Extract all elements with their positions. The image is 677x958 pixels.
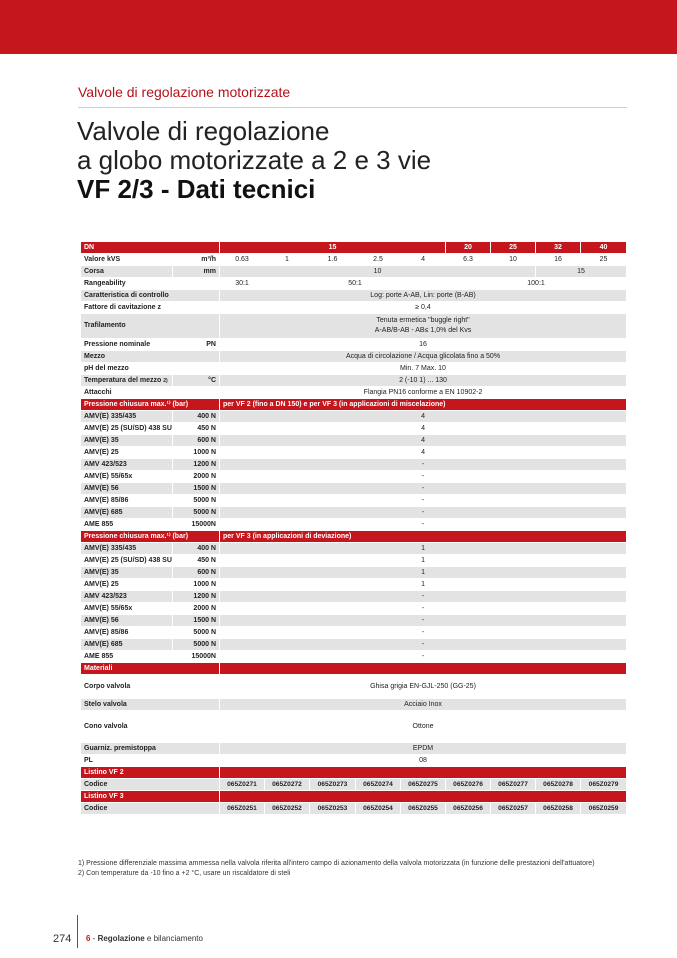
table-row xyxy=(81,579,627,591)
row-label: Corpo valvola xyxy=(81,675,220,699)
kvs-value: 4 xyxy=(401,254,446,266)
product-code: 065Z0256 xyxy=(446,803,491,815)
section-description: per VF 2 (fino a DN 150) e per VF 3 (in applicazioni di miscelazione) xyxy=(220,399,627,411)
section-heading: Valvole di regolazione motorizzate xyxy=(78,84,291,100)
row-value: 4 xyxy=(220,435,627,447)
table-row xyxy=(81,363,627,375)
row-value: - xyxy=(220,507,627,519)
row-value: - xyxy=(220,471,627,483)
table-row xyxy=(81,339,627,351)
row-label: AMV(E) 25 xyxy=(81,447,173,459)
row-value: - xyxy=(220,459,627,471)
table-row xyxy=(81,399,627,411)
table-row xyxy=(81,314,627,339)
row-label: AMV(E) 55/65x xyxy=(81,603,173,615)
row-label: Trafilamento xyxy=(81,314,220,339)
row-label: Listino VF 2 xyxy=(81,767,220,779)
kvs-value: 0.63 xyxy=(220,254,265,266)
product-code: 065Z0274 xyxy=(356,779,401,791)
row-value: 4 xyxy=(220,411,627,423)
footer-chapter xyxy=(86,934,203,943)
row-unit: 1500 N xyxy=(173,615,220,627)
row-value: 15 xyxy=(536,266,627,278)
row-value: Ghisa grigia EN-GJL-250 (GG-25) xyxy=(220,675,627,699)
row-label: Codice xyxy=(81,779,220,791)
row-value: 30:1 xyxy=(220,278,265,290)
row-unit: 2000 N xyxy=(173,471,220,483)
footer-divider xyxy=(77,915,78,948)
row-value: ≥ 0,4 xyxy=(220,302,627,314)
row-label: AMV(E) 85/86 xyxy=(81,627,173,639)
table-row xyxy=(81,387,627,399)
footnotes xyxy=(78,859,595,879)
row-unit: 5000 N xyxy=(173,507,220,519)
row-value: 4 xyxy=(220,447,627,459)
page-number: 274 xyxy=(53,933,72,945)
row-value: 1 xyxy=(220,555,627,567)
product-code: 065Z0277 xyxy=(491,779,536,791)
row-label: Fattore di cavitazione z xyxy=(81,302,220,314)
row-value: 1 xyxy=(220,579,627,591)
row-label: AMV(E) 25 (SU/SD) 438 SU xyxy=(81,555,173,567)
product-code: 065Z0279 xyxy=(581,779,627,791)
row-value: Log: porte A-AB, Lin: porte (B-AB) xyxy=(220,290,627,302)
leak-line-2: A-AB/B-AB - AB≤ 1,0% del Kvs xyxy=(374,327,472,334)
row-value: 1 xyxy=(220,567,627,579)
product-code: 065Z0271 xyxy=(220,779,265,791)
product-code: 065Z0253 xyxy=(310,803,356,815)
row-unit: 1200 N xyxy=(173,459,220,471)
row-value: - xyxy=(220,591,627,603)
row-label: AMV(E) 85/86 xyxy=(81,495,173,507)
row-unit: 600 N xyxy=(173,435,220,447)
table-row xyxy=(81,639,627,651)
row-value: Min. 7 Max. 10 xyxy=(220,363,627,375)
table-body xyxy=(81,242,627,815)
row-label: Pressione nominale xyxy=(81,339,173,351)
table-row xyxy=(81,495,627,507)
section-description: per VF 3 (in applicazioni di deviazione) xyxy=(220,531,627,543)
row-unit: 15000N xyxy=(173,651,220,663)
row-value: Acqua di circolazione / Acqua glicolata fino a 50% xyxy=(220,351,627,363)
table-row xyxy=(81,483,627,495)
table-row xyxy=(81,555,627,567)
table-row xyxy=(81,755,627,767)
row-unit: 2000 N xyxy=(173,603,220,615)
row-value: 10 xyxy=(220,266,536,278)
kvs-value: 1 xyxy=(265,254,310,266)
row-label: AMV(E) 685 xyxy=(81,507,173,519)
row-label: Pressione chiusura max.¹⁾ (bar) xyxy=(81,531,220,543)
table-row xyxy=(81,459,627,471)
table-row xyxy=(81,351,627,363)
row-unit: mm xyxy=(173,266,220,278)
row-unit: 450 N xyxy=(173,423,220,435)
row-unit: 600 N xyxy=(173,567,220,579)
table-row xyxy=(81,435,627,447)
row-label: AMV(E) 35 xyxy=(81,435,173,447)
row-label: DN xyxy=(81,242,220,254)
row-unit: 450 N xyxy=(173,555,220,567)
dn-15: 15 xyxy=(220,242,446,254)
row-value: - xyxy=(220,627,627,639)
row-value: 16 xyxy=(220,339,627,351)
table-row xyxy=(81,471,627,483)
row-label: Caratteristica di controllo xyxy=(81,290,220,302)
table-row xyxy=(81,803,627,815)
row-label: AMV(E) 25 xyxy=(81,579,173,591)
row-unit: 1000 N xyxy=(173,447,220,459)
table-row xyxy=(81,447,627,459)
row-unit: 5000 N xyxy=(173,639,220,651)
product-code: 065Z0251 xyxy=(220,803,265,815)
row-value: Flangia PN16 conforme a EN 10902-2 xyxy=(220,387,627,399)
table-row xyxy=(81,615,627,627)
kvs-value: 16 xyxy=(536,254,581,266)
product-code: 065Z0258 xyxy=(536,803,581,815)
table-row xyxy=(81,663,627,675)
row-unit: 400 N xyxy=(173,411,220,423)
row-value: 08 xyxy=(220,755,627,767)
table-row xyxy=(81,651,627,663)
row-label: AMV 423/523 xyxy=(81,459,173,471)
row-label: AMV(E) 56 xyxy=(81,615,173,627)
product-code: 065Z0255 xyxy=(401,803,446,815)
row-label: AME 855 xyxy=(81,519,173,531)
row-unit: 15000N xyxy=(173,519,220,531)
table-row xyxy=(81,591,627,603)
row-label: AMV(E) 55/65x xyxy=(81,471,173,483)
table-row xyxy=(81,242,627,254)
leak-line-1: Tenuta ermetica "buggle right" xyxy=(376,317,470,324)
product-code: 065Z0273 xyxy=(310,779,356,791)
row-label: AMV(E) 35 xyxy=(81,567,173,579)
table-row xyxy=(81,675,627,699)
technical-data-table xyxy=(80,241,627,815)
row-label: Rangeability xyxy=(81,278,220,290)
row-value: 100:1 xyxy=(446,278,627,290)
table-row xyxy=(81,779,627,791)
product-code: 065Z0278 xyxy=(536,779,581,791)
row-label: Guarniz. premistoppa xyxy=(81,743,220,755)
table-row xyxy=(81,531,627,543)
top-color-bar xyxy=(0,0,677,54)
row-label: Materiali xyxy=(81,663,220,675)
table-row xyxy=(81,603,627,615)
chapter-rest: e bilanciamento xyxy=(144,934,203,943)
table-row xyxy=(81,791,627,803)
kvs-value: 25 xyxy=(581,254,627,266)
product-code: 065Z0272 xyxy=(265,779,310,791)
row-label: AMV(E) 56 xyxy=(81,483,173,495)
row-label xyxy=(81,375,173,387)
temp-note: 2) xyxy=(163,377,168,384)
table-row xyxy=(81,743,627,755)
row-label: Listino VF 3 xyxy=(81,791,220,803)
row-label: Attacchi xyxy=(81,387,220,399)
row-value: - xyxy=(220,519,627,531)
row-unit: m³/h xyxy=(173,254,220,266)
chapter-number: 6 xyxy=(86,934,91,943)
row-value: - xyxy=(220,483,627,495)
row-value: 4 xyxy=(220,423,627,435)
table-row xyxy=(81,302,627,314)
row-label: AMV(E) 335/435 xyxy=(81,411,173,423)
dn-40: 40 xyxy=(581,242,627,254)
row-label: AMV 423/523 xyxy=(81,591,173,603)
title-line-2: a globo motorizzate a 2 e 3 vie xyxy=(77,145,432,175)
table-row xyxy=(81,423,627,435)
table-row xyxy=(81,543,627,555)
row-label: PL xyxy=(81,755,220,767)
dn-32: 32 xyxy=(536,242,581,254)
product-code: 065Z0254 xyxy=(356,803,401,815)
row-label: Codice xyxy=(81,803,220,815)
table-row xyxy=(81,519,627,531)
row-label: AMV(E) 685 xyxy=(81,639,173,651)
row-unit: 5000 N xyxy=(173,627,220,639)
row-value: - xyxy=(220,603,627,615)
table-row xyxy=(81,278,627,290)
footnote-1: 1) Pressione differenziale massima ammessa nella valvola riferita all'intero campo di azionamento della valvola motorizzata (in funzione delle prestazioni dell'attuatore) xyxy=(78,860,595,867)
row-label: pH del mezzo xyxy=(81,363,220,375)
kvs-value: 6.3 xyxy=(446,254,491,266)
dn-25: 25 xyxy=(491,242,536,254)
page-title xyxy=(77,117,431,204)
table-row xyxy=(81,567,627,579)
row-label: Cono valvola xyxy=(81,711,220,743)
row-unit: 400 N xyxy=(173,543,220,555)
row-value: Ottone xyxy=(220,711,627,743)
row-label: Stelo valvola xyxy=(81,699,220,711)
chapter-bold: Regolazione xyxy=(97,934,145,943)
kvs-value: 10 xyxy=(491,254,536,266)
table-row xyxy=(81,375,627,387)
row-value: - xyxy=(220,495,627,507)
row-value: Acciaio Inox xyxy=(220,699,627,711)
row-unit: 1500 N xyxy=(173,483,220,495)
row-value: - xyxy=(220,639,627,651)
row-unit: °C xyxy=(173,375,220,387)
row-value: EPDM xyxy=(220,743,627,755)
kvs-value: 1.6 xyxy=(310,254,356,266)
table-row xyxy=(81,507,627,519)
row-unit: 5000 N xyxy=(173,495,220,507)
table-row xyxy=(81,627,627,639)
row-value xyxy=(220,314,627,339)
row-unit: 1000 N xyxy=(173,579,220,591)
product-code: 065Z0252 xyxy=(265,803,310,815)
row-label: Pressione chiusura max.¹⁾ (bar) xyxy=(81,399,220,411)
chapter-sep: - xyxy=(90,934,98,943)
title-line-1: Valvole di regolazione xyxy=(77,116,330,146)
table-row xyxy=(81,767,627,779)
table-row xyxy=(81,266,627,278)
row-label: AMV(E) 335/435 xyxy=(81,543,173,555)
temp-label: Temperatura del mezzo xyxy=(84,376,162,384)
product-code: 065Z0259 xyxy=(581,803,627,815)
table-row xyxy=(81,254,627,266)
product-code: 065Z0275 xyxy=(401,779,446,791)
product-code: 065Z0257 xyxy=(491,803,536,815)
row-label: AMV(E) 25 (SU/SD) 438 SU xyxy=(81,423,173,435)
heading-divider xyxy=(78,107,627,108)
row-label: Mezzo xyxy=(81,351,220,363)
dn-20: 20 xyxy=(446,242,491,254)
row-value: - xyxy=(220,615,627,627)
table-row xyxy=(81,711,627,743)
table-row xyxy=(81,699,627,711)
table-row xyxy=(81,411,627,423)
row-value: 1 xyxy=(220,543,627,555)
row-unit: 1200 N xyxy=(173,591,220,603)
row-label: AME 855 xyxy=(81,651,173,663)
row-unit: PN xyxy=(173,339,220,351)
row-value: 2 (-10 1) ... 130 xyxy=(220,375,627,387)
table-row xyxy=(81,290,627,302)
row-label: Valore kVS xyxy=(81,254,173,266)
row-value: - xyxy=(220,651,627,663)
product-code: 065Z0276 xyxy=(446,779,491,791)
kvs-value: 2.5 xyxy=(356,254,401,266)
title-bold: VF 2/3 - Dati tecnici xyxy=(77,174,316,204)
row-label: Corsa xyxy=(81,266,173,278)
footnote-2: 2) Con temperature da -10 fino a +2 °C, usare un riscaldatore di steli xyxy=(78,870,291,877)
row-value: 50:1 xyxy=(265,278,446,290)
